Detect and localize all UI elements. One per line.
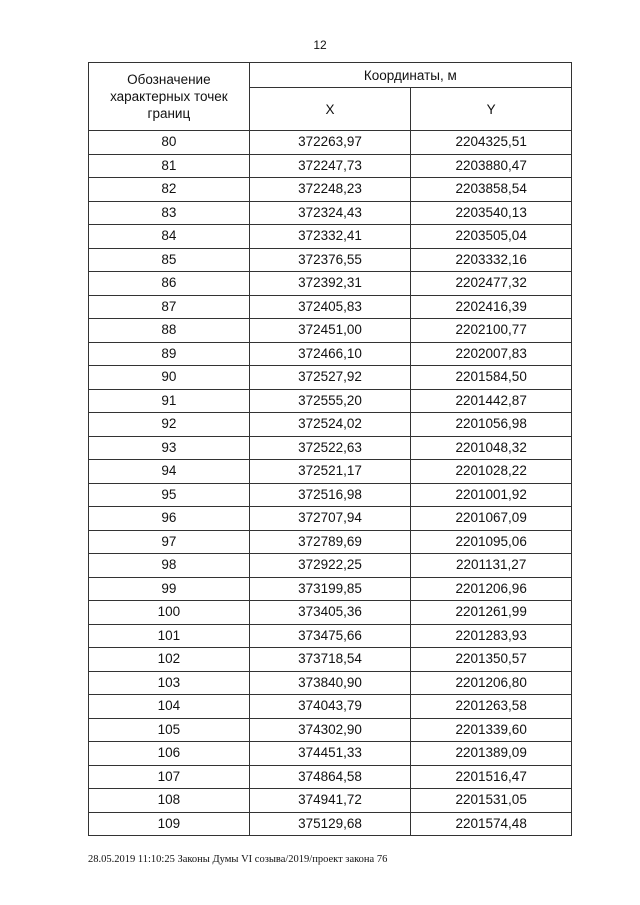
table-row [89, 436, 572, 460]
table-row [89, 225, 572, 249]
page-number: 12 [313, 38, 327, 52]
cell-point: 100 [89, 601, 250, 625]
table-row [89, 389, 572, 413]
cell-y: 2203540,13 [411, 201, 572, 225]
cell-y: 2201206,80 [411, 671, 572, 695]
cell-y: 2201584,50 [411, 366, 572, 390]
cell-y: 2203332,16 [411, 248, 572, 272]
cell-x: 375129,68 [249, 812, 411, 836]
table-row [89, 295, 572, 319]
table-row [89, 789, 572, 813]
cell-y: 2202477,32 [411, 272, 572, 296]
table-row [89, 742, 572, 766]
table-row [89, 460, 572, 484]
cell-y: 2201131,27 [411, 554, 572, 578]
table-row [89, 624, 572, 648]
table-row [89, 718, 572, 742]
cell-y: 2201283,93 [411, 624, 572, 648]
cell-y: 2201350,57 [411, 648, 572, 672]
cell-x: 372332,41 [249, 225, 411, 249]
cell-y: 2201028,22 [411, 460, 572, 484]
cell-point: 104 [89, 695, 250, 719]
table-row [89, 812, 572, 836]
table-row [89, 201, 572, 225]
cell-x: 372392,31 [249, 272, 411, 296]
cell-point: 98 [89, 554, 250, 578]
table-row [89, 601, 572, 625]
cell-x: 372527,92 [249, 366, 411, 390]
cell-x: 372248,23 [249, 178, 411, 202]
coordinates-table [88, 62, 572, 836]
table-row [89, 507, 572, 531]
table-row [89, 765, 572, 789]
cell-x: 372522,63 [249, 436, 411, 460]
cell-y: 2201048,32 [411, 436, 572, 460]
table-row [89, 554, 572, 578]
cell-x: 372516,98 [249, 483, 411, 507]
cell-point: 95 [89, 483, 250, 507]
cell-y: 2201442,87 [411, 389, 572, 413]
cell-point: 103 [89, 671, 250, 695]
table-body [89, 131, 572, 836]
cell-x: 374941,72 [249, 789, 411, 813]
cell-x: 372524,02 [249, 413, 411, 437]
cell-point: 83 [89, 201, 250, 225]
cell-y: 2201261,99 [411, 601, 572, 625]
cell-x: 373199,85 [249, 577, 411, 601]
cell-point: 108 [89, 789, 250, 813]
cell-point: 84 [89, 225, 250, 249]
cell-point: 86 [89, 272, 250, 296]
cell-point: 91 [89, 389, 250, 413]
footer-stamp: 28.05.2019 11:10:25 Законы Думы VI созыва/2019/проект закона 76 [88, 854, 388, 865]
cell-y: 2201056,98 [411, 413, 572, 437]
cell-x: 372376,55 [249, 248, 411, 272]
cell-y: 2203505,04 [411, 225, 572, 249]
header-point-designation: Обозначение характерных точек границ [89, 63, 250, 131]
header-coordinates: Координаты, м [249, 63, 571, 88]
cell-y: 2201531,05 [411, 789, 572, 813]
cell-x: 373840,90 [249, 671, 411, 695]
table-row [89, 671, 572, 695]
cell-x: 372922,25 [249, 554, 411, 578]
cell-y: 2201206,96 [411, 577, 572, 601]
cell-point: 82 [89, 178, 250, 202]
table-row [89, 577, 572, 601]
cell-point: 81 [89, 154, 250, 178]
cell-point: 88 [89, 319, 250, 343]
cell-point: 109 [89, 812, 250, 836]
cell-x: 372247,73 [249, 154, 411, 178]
cell-x: 372451,00 [249, 319, 411, 343]
cell-point: 90 [89, 366, 250, 390]
cell-y: 2202007,83 [411, 342, 572, 366]
table-row [89, 154, 572, 178]
cell-point: 93 [89, 436, 250, 460]
table-row [89, 483, 572, 507]
cell-y: 2202416,39 [411, 295, 572, 319]
cell-x: 373405,36 [249, 601, 411, 625]
cell-point: 99 [89, 577, 250, 601]
table-header-row [89, 63, 572, 88]
cell-y: 2201095,06 [411, 530, 572, 554]
cell-x: 372707,94 [249, 507, 411, 531]
cell-point: 85 [89, 248, 250, 272]
cell-point: 92 [89, 413, 250, 437]
header-x: X [249, 88, 411, 131]
cell-x: 372555,20 [249, 389, 411, 413]
cell-point: 96 [89, 507, 250, 531]
table-row [89, 131, 572, 155]
cell-point: 101 [89, 624, 250, 648]
cell-y: 2201339,60 [411, 718, 572, 742]
cell-point: 89 [89, 342, 250, 366]
cell-y: 2201067,09 [411, 507, 572, 531]
cell-x: 374864,58 [249, 765, 411, 789]
cell-x: 372405,83 [249, 295, 411, 319]
cell-point: 80 [89, 131, 250, 155]
table-row [89, 272, 572, 296]
table-row [89, 366, 572, 390]
cell-y: 2201516,47 [411, 765, 572, 789]
cell-x: 372263,97 [249, 131, 411, 155]
cell-y: 2201389,09 [411, 742, 572, 766]
cell-point: 102 [89, 648, 250, 672]
cell-point: 97 [89, 530, 250, 554]
cell-x: 374043,79 [249, 695, 411, 719]
cell-y: 2201263,58 [411, 695, 572, 719]
cell-point: 106 [89, 742, 250, 766]
table-row [89, 413, 572, 437]
header-y: Y [411, 88, 572, 131]
cell-x: 374302,90 [249, 718, 411, 742]
cell-x: 374451,33 [249, 742, 411, 766]
cell-point: 107 [89, 765, 250, 789]
cell-x: 373475,66 [249, 624, 411, 648]
cell-x: 372324,43 [249, 201, 411, 225]
cell-point: 87 [89, 295, 250, 319]
table-row [89, 319, 572, 343]
table-row [89, 178, 572, 202]
table-row [89, 530, 572, 554]
cell-x: 372789,69 [249, 530, 411, 554]
cell-x: 372521,17 [249, 460, 411, 484]
cell-y: 2202100,77 [411, 319, 572, 343]
table-row [89, 248, 572, 272]
table-row [89, 648, 572, 672]
table-row [89, 695, 572, 719]
cell-y: 2201574,48 [411, 812, 572, 836]
cell-y: 2203880,47 [411, 154, 572, 178]
cell-x: 373718,54 [249, 648, 411, 672]
cell-point: 105 [89, 718, 250, 742]
cell-point: 94 [89, 460, 250, 484]
cell-y: 2204325,51 [411, 131, 572, 155]
cell-x: 372466,10 [249, 342, 411, 366]
table-row [89, 342, 572, 366]
cell-y: 2201001,92 [411, 483, 572, 507]
cell-y: 2203858,54 [411, 178, 572, 202]
